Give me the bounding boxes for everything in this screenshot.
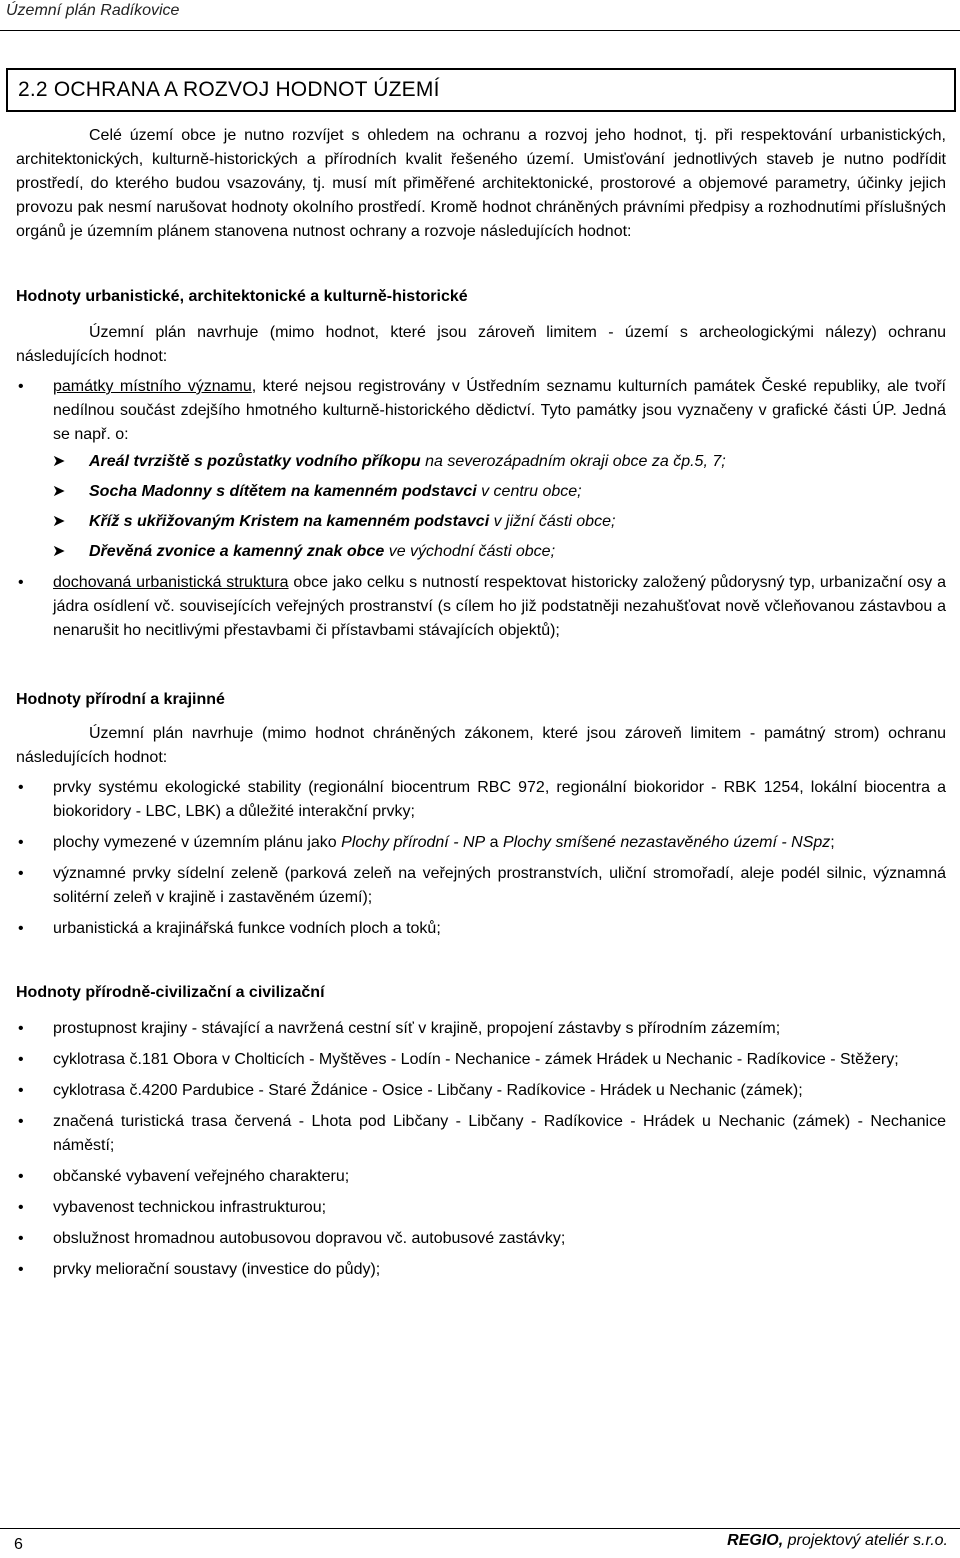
list-item: • prvky systému ekologické stability (regionální biocentrum RBC 972, regionální biokoridor - RBK 1254, lokální biocentra a biokoridory - LBC, LBK) a důležité interakční prvky; xyxy=(16,776,946,824)
list-item-text: ; xyxy=(830,834,835,851)
footer-company xyxy=(727,1532,948,1550)
header-divider xyxy=(0,30,960,31)
monument-name: Socha Madonny s dítětem na kamenném podstavci xyxy=(89,483,477,500)
heading-civil-values: Hodnoty přírodně-civilizační a civilizační xyxy=(16,984,325,1001)
page-number: 6 xyxy=(14,1536,23,1553)
list-item-term: dochovaná urbanistická struktura xyxy=(53,574,289,591)
monument-item xyxy=(16,447,946,477)
section-title-box xyxy=(6,68,956,112)
arrow-bullet-icon: ➤ xyxy=(52,513,66,530)
document-body xyxy=(16,124,946,1282)
urban-values-list-2 xyxy=(16,571,946,643)
monument-location: ve východní části obce; xyxy=(384,543,556,560)
list-item-text: a xyxy=(485,834,503,851)
list-item xyxy=(16,375,946,447)
heading-nature-values: Hodnoty přírodní a krajinné xyxy=(16,691,225,708)
civil-values-list xyxy=(16,1017,946,1282)
list-item-italic: Plochy smíšené nezastavěného území - NSpz xyxy=(503,834,831,851)
urban-intro-paragraph: Územní plán navrhuje (mimo hodnot, které jsou zároveň limitem - území s archeologickými nálezy) ochranu následujících hodnot: xyxy=(16,324,946,365)
list-item: • cyklotrasa č.181 Obora v Cholticích - Myštěves - Lodín - Nechanice - zámek Hrádek u Nechanic - Radíkovice - Stěžery; xyxy=(16,1048,946,1072)
monument-location: na severozápadním okraji obce za čp.5, 7; xyxy=(420,453,726,470)
nature-intro-paragraph: Územní plán navrhuje (mimo hodnot chráněných zákonem, které jsou zároveň limitem - památný strom) ochranu následujících hodnot: xyxy=(16,725,946,766)
list-item-italic: Plochy přírodní - NP xyxy=(341,834,486,851)
list-item: • urbanistická a krajinářská funkce vodních ploch a toků; xyxy=(16,917,946,941)
list-item-text: obce jako celku s nutností respektovat historicky založený půdorysný typ, urbanizační osy a jádra osídlení vč. souvisejících veřejných prostranství (s cílem ho již podstatněji nezahušťovat nově včleňovanou zástavbou a nenarušit ho necitlivými přestavbami či přístavbami stávajících objektů); xyxy=(53,574,947,639)
company-name-rest: projektový ateliér s.r.o. xyxy=(783,1532,948,1549)
arrow-bullet-icon: ➤ xyxy=(52,543,66,560)
section-title: 2.2 OCHRANA A ROZVOJ HODNOT ÚZEMÍ xyxy=(18,78,440,101)
list-item-text: plochy vymezené v územním plánu jako xyxy=(53,834,342,851)
list-item xyxy=(16,571,946,643)
monument-item xyxy=(16,507,946,537)
monuments-list xyxy=(16,447,946,567)
monument-item xyxy=(16,477,946,507)
nature-values-list xyxy=(16,776,946,941)
monument-location: v jižní části obce; xyxy=(489,513,616,530)
monument-name: Dřevěná zvonice a kamenný znak obce xyxy=(89,543,385,560)
list-item xyxy=(16,831,946,855)
list-item: • prostupnost krajiny - stávající a navržená cestní síť v krajině, propojení zástavby s přírodním zázemím; xyxy=(16,1017,946,1041)
arrow-bullet-icon: ➤ xyxy=(52,453,66,470)
company-name-bold: REGIO, xyxy=(727,1532,784,1549)
monument-name: Areál tvrziště s pozůstatky vodního příkopu xyxy=(89,453,421,470)
list-item: • značená turistická trasa červená - Lhota pod Libčany - Libčany - Radíkovice - Hrádek u Nechanic (zámek) - Nechanice náměstí; xyxy=(16,1110,946,1158)
list-item: • významné prvky sídelní zeleně (parková zeleň na veřejných prostranstvích, uliční stromořadí, aleje podél silnic, významná solitérní zeleň v krajině i zastavěném území); xyxy=(16,862,946,910)
footer-divider xyxy=(0,1528,960,1529)
monument-item xyxy=(16,537,946,567)
list-item-term: památky místního významu xyxy=(53,378,252,395)
list-item: • prvky meliorační soustavy (investice do půdy); xyxy=(16,1258,946,1282)
heading-urban-values: Hodnoty urbanistické, architektonické a kulturně-historické xyxy=(16,288,468,305)
list-item-text: , které nejsou registrovány v Ústředním seznamu kulturních památek České republiky, ale tvoří nedílnou součást zdejšího hmotného kulturně-historického dědictví. Tyto památky jsou vyznačeny v grafické části ÚP. Jedná se např. o: xyxy=(53,378,946,443)
document-header-title: Územní plán Radíkovice xyxy=(6,2,180,19)
monument-name: Kříž s ukřižovaným Kristem na kamenném podstavci xyxy=(89,513,490,530)
list-item: • vybavenost technickou infrastrukturou; xyxy=(16,1196,946,1220)
list-item: • občanské vybavení veřejného charakteru; xyxy=(16,1165,946,1189)
arrow-bullet-icon: ➤ xyxy=(52,483,66,500)
list-item: • obslužnost hromadnou autobusovou dopravou vč. autobusové zastávky; xyxy=(16,1227,946,1251)
intro-paragraph: Celé území obce je nutno rozvíjet s ohledem na ochranu a rozvoj jeho hodnot, tj. při respektování urbanistických, architektonických, kulturně-historických a přírodních kvalit řešeného území. Umisťování jednotlivých staveb je nutno podřídit prostředí, do kterého budou vsazovány, tj. musí mít přiměřené architektonické, prostorové a objemové parametry, účinky jejich provozu pak nesmí narušovat hodnoty okolního prostředí. Kromě hodnot chráněných právními předpisy a rozhodnutími příslušných orgánů je územním plánem stanovena nutnost ochrany a rozvoje následujících hodnot: xyxy=(16,127,946,240)
list-item: • cyklotrasa č.4200 Pardubice - Staré Ždánice - Osice - Libčany - Radíkovice - Hrádek u Nechanic (zámek); xyxy=(16,1079,946,1103)
urban-values-list xyxy=(16,375,946,447)
monument-location: v centru obce; xyxy=(476,483,582,500)
